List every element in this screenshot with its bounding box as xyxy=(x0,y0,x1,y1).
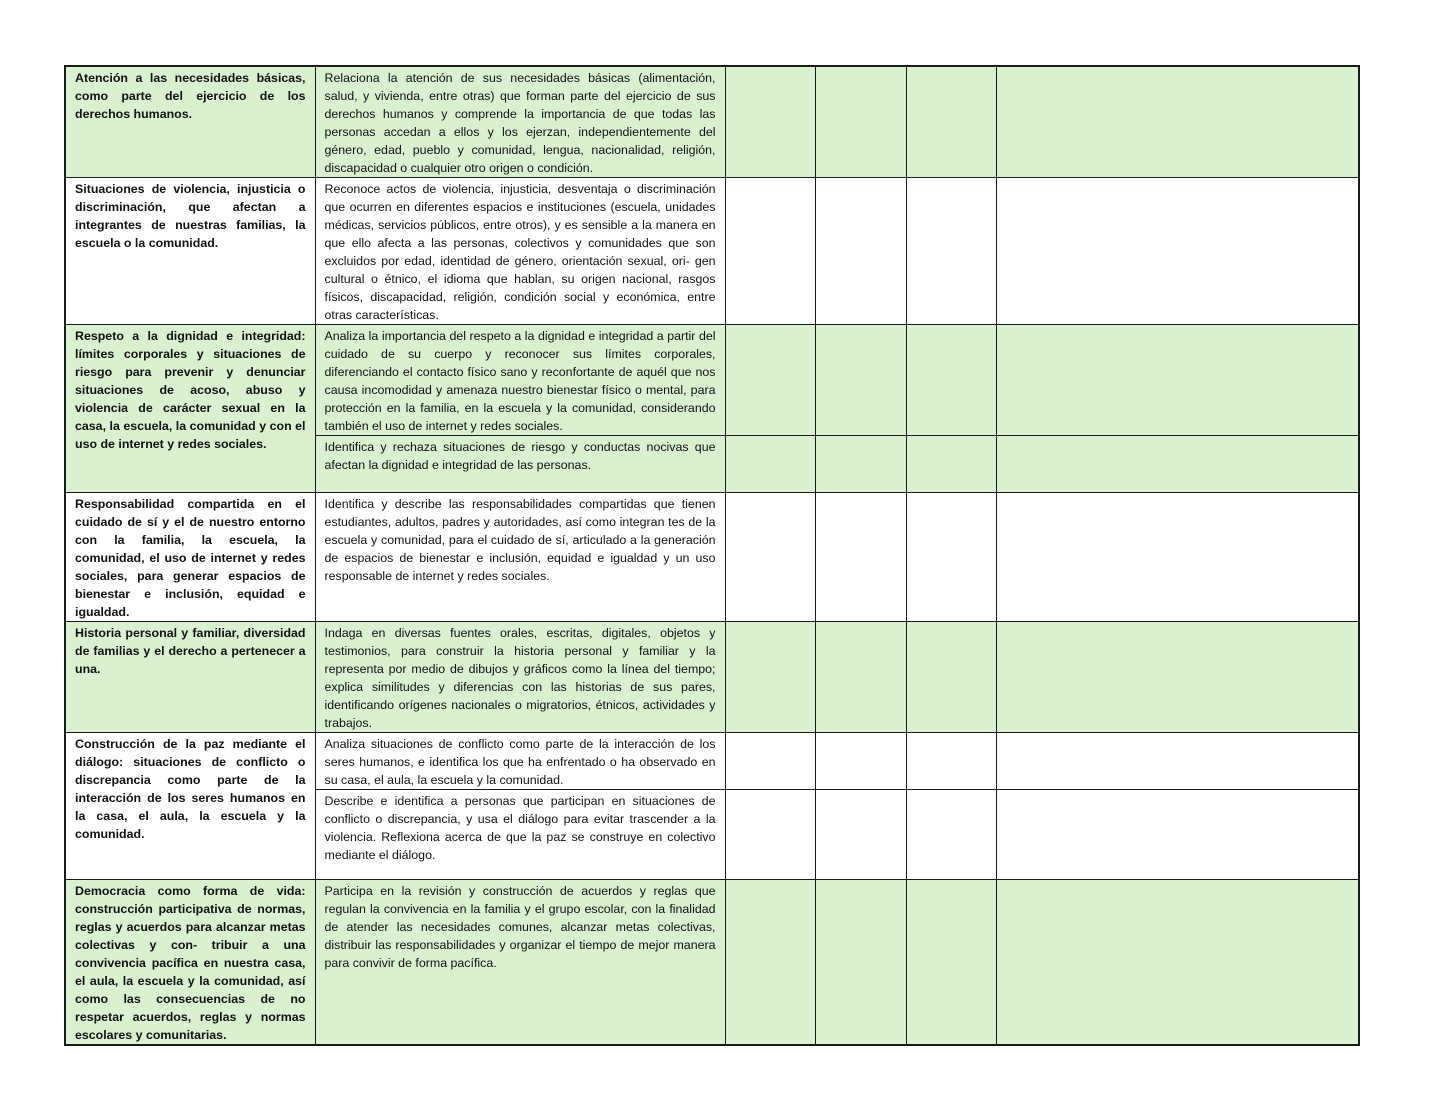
observations-cell[interactable] xyxy=(996,622,1359,733)
learning-cell: Participa en la revisión y construcción de acuerdos y reglas que regulan la convivencia en la familia y el grupo escolar, con la finalidad de atender las necesidades comunes, alcanzar metas colectivas, distribuir las responsabilidades y organizar el tiempo de mejor manera para convivir de forma pacífica. xyxy=(315,880,725,1046)
topic-cell: Situaciones de violencia, injusticia o discriminación, que afectan a integrantes de nuestras familias, la escuela o la comunidad. xyxy=(65,178,315,325)
table-row xyxy=(65,66,1359,178)
assessment-cell[interactable] xyxy=(725,880,815,1046)
assessment-cell[interactable] xyxy=(906,880,996,1046)
assessment-cell[interactable] xyxy=(725,790,815,880)
assessment-cell[interactable] xyxy=(906,733,996,790)
table-row xyxy=(65,733,1359,790)
assessment-cell[interactable] xyxy=(815,66,906,178)
topic-cell: Democracia como forma de vida: construcción participativa de normas, reglas y acuerdos para alcanzar metas colectivas y con- tribuir a una convivencia pacífica en nuestra casa, el aula, la escuela y la comunidad, así como las consecuencias de no respetar acuerdos, reglas y normas escolares y comunitarias. xyxy=(65,880,315,1046)
assessment-cell[interactable] xyxy=(906,436,996,493)
learning-cell: Analiza situaciones de conflicto como parte de la interacción de los seres humanos, e identifica los que ha enfrentado o ha observado en su casa, el aula, la escuela y la comunidad. xyxy=(315,733,725,790)
topic-cell: Respeto a la dignidad e integridad: límites corporales y situaciones de riesgo para prevenir y denunciar situaciones de acoso, abuso y violencia de carácter sexual en la casa, la escuela, la comunidad y con el uso de internet y redes sociales. xyxy=(65,325,315,493)
topic-cell: Responsabilidad compartida en el cuidado de sí y el de nuestro entorno con la familia, la escuela, la comunidad, el uso de internet y redes sociales, para generar espacios de bienestar e inclusión, equidad e igualdad. xyxy=(65,493,315,622)
learning-cell: Analiza la importancia del respeto a la dignidad e integridad a partir del cuidado de su cuerpo y reconocer sus límites corporales, diferenciando el contacto físico sano y reconfortante de aquél que nos causa incomodidad y amenaza nuestro bienestar físico o mental, para protección en la familia, en la escuela y la comunidad, considerando también el uso de internet y redes sociales. xyxy=(315,325,725,436)
assessment-cell[interactable] xyxy=(815,493,906,622)
observations-cell[interactable] xyxy=(996,790,1359,880)
learning-cell: Identifica y rechaza situaciones de riesgo y conductas nocivas que afectan la dignidad e integridad de las personas. xyxy=(315,436,725,493)
assessment-cell[interactable] xyxy=(906,325,996,436)
assessment-cell[interactable] xyxy=(906,178,996,325)
assessment-cell[interactable] xyxy=(725,178,815,325)
table-row xyxy=(65,493,1359,622)
assessment-cell[interactable] xyxy=(725,622,815,733)
learning-cell: Relaciona la atención de sus necesidades básicas (alimentación, salud, y vivienda, entre otras) que forman parte del ejercicio de sus derechos humanos y comprende la importancia de que todas las personas accedan a ellos y los ejerzan, independientemente del género, edad, pueblo y comunidad, lengua, nacionalidad, religión, discapacidad o cualquier otro origen o condición. xyxy=(315,66,725,178)
topic-cell: Construcción de la paz mediante el diálogo: situaciones de conflicto o discrepancia como parte de la interacción de los seres humanos en la casa, el aula, la escuela y la comunidad. xyxy=(65,733,315,880)
assessment-cell[interactable] xyxy=(815,733,906,790)
assessment-cell[interactable] xyxy=(725,66,815,178)
learning-cell: Indaga en diversas fuentes orales, escritas, digitales, objetos y testimonios, para construir la historia personal y familiar y la representa por medio de dibujos y gráficos como la línea del tiempo; explica similitudes y diferencias con las historias de sus pares, identificando orígenes nacionales o migratorios, étnicos, actividades y trabajos. xyxy=(315,622,725,733)
observations-cell[interactable] xyxy=(996,493,1359,622)
table-body xyxy=(65,66,1359,1045)
observations-cell[interactable] xyxy=(996,178,1359,325)
table-row xyxy=(65,880,1359,1046)
observations-cell[interactable] xyxy=(996,880,1359,1046)
observations-cell[interactable] xyxy=(996,733,1359,790)
table-row xyxy=(65,178,1359,325)
learning-cell: Describe e identifica a personas que participan en situaciones de conflicto o discrepancia, y usa el diálogo para evitar trascender a la violencia. Reflexiona acerca de que la paz se construye en colectivo mediante el diálogo. xyxy=(315,790,725,880)
learning-cell: Identifica y describe las responsabilidades compartidas que tienen estudiantes, adultos, padres y autoridades, así como integran tes de la escuela y comunidad, para el cuidado de sí, articulado a la generación de espacios de bienestar e inclusión, equidad e igualdad y un uso responsable de internet y redes sociales. xyxy=(315,493,725,622)
assessment-cell[interactable] xyxy=(815,325,906,436)
observations-cell[interactable] xyxy=(996,325,1359,436)
curriculum-table xyxy=(64,65,1360,1046)
assessment-cell[interactable] xyxy=(725,436,815,493)
table-row xyxy=(65,325,1359,436)
learning-cell: Reconoce actos de violencia, injusticia, desventaja o discriminación que ocurren en diferentes espacios e instituciones (escuela, unidades médicas, servicios públicos, entre otros), y es sensible a la manera en que ello afecta a las personas, colectivos y comunidades que son excluidos por edad, identidad de género, orientación sexual, ori- gen cultural o étnico, el idioma que hablan, su origen nacional, rasgos físicos, discapacidad, religión, condición social y económica, entre otras características. xyxy=(315,178,725,325)
table-row xyxy=(65,622,1359,733)
assessment-cell[interactable] xyxy=(906,790,996,880)
assessment-cell[interactable] xyxy=(906,622,996,733)
topic-cell: Historia personal y familiar, diversidad de familias y el derecho a pertenecer a una. xyxy=(65,622,315,733)
assessment-cell[interactable] xyxy=(906,66,996,178)
assessment-cell[interactable] xyxy=(815,880,906,1046)
assessment-cell[interactable] xyxy=(815,436,906,493)
assessment-cell[interactable] xyxy=(725,325,815,436)
assessment-cell[interactable] xyxy=(906,493,996,622)
observations-cell[interactable] xyxy=(996,436,1359,493)
assessment-cell[interactable] xyxy=(725,493,815,622)
topic-cell: Atención a las necesidades básicas, como parte del ejercicio de los derechos humanos. xyxy=(65,66,315,178)
observations-cell[interactable] xyxy=(996,66,1359,178)
assessment-cell[interactable] xyxy=(815,790,906,880)
assessment-cell[interactable] xyxy=(725,733,815,790)
assessment-cell[interactable] xyxy=(815,622,906,733)
assessment-cell[interactable] xyxy=(815,178,906,325)
